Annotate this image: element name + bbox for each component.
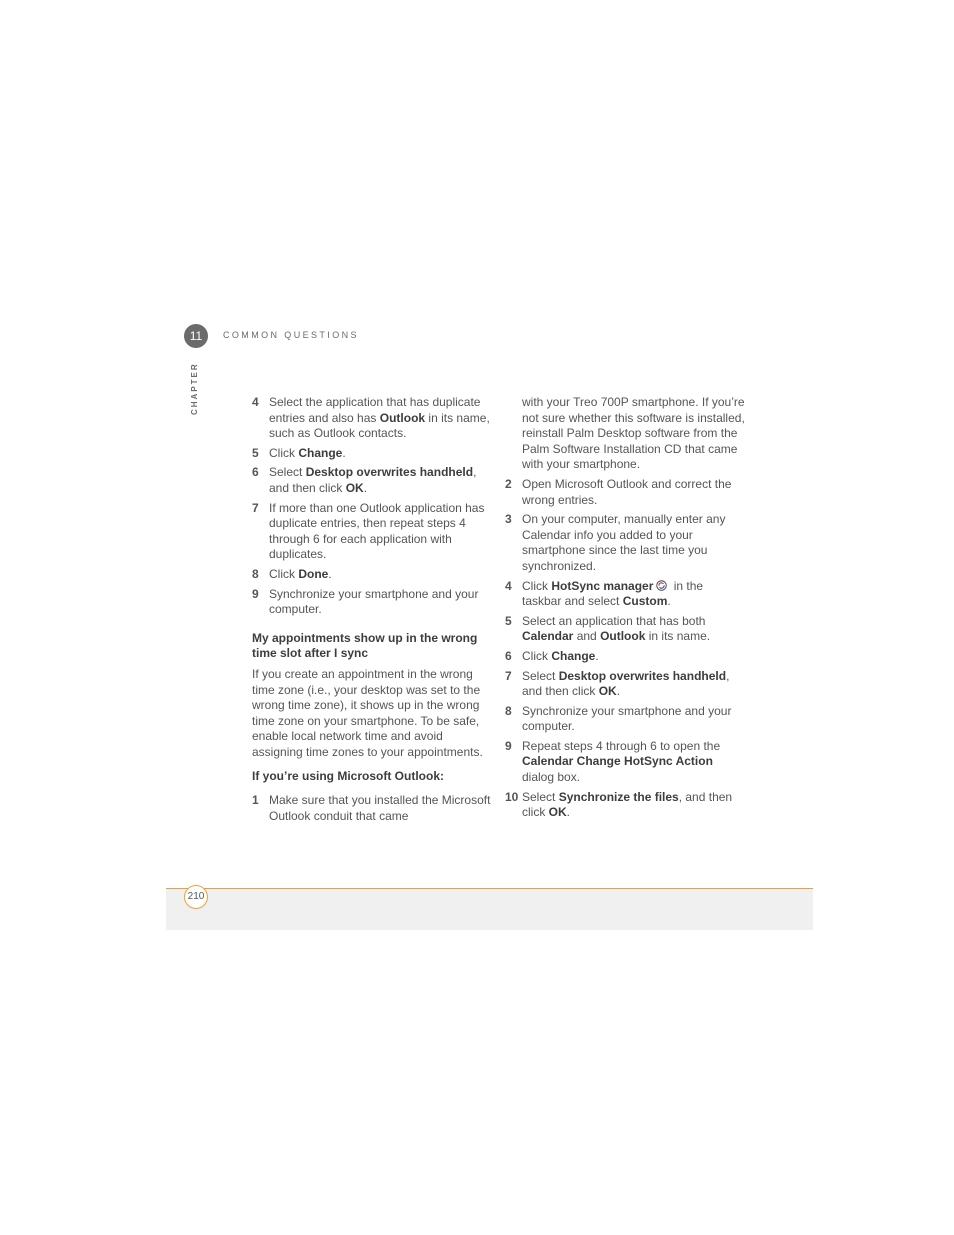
- step-text: [269, 446, 492, 462]
- step-text-part: in its name, such as Outlook contacts.: [269, 410, 490, 441]
- step-text: [269, 587, 492, 618]
- step-text: [269, 501, 492, 563]
- step-number: 5: [505, 613, 512, 628]
- step-text-part: Select an application that has both: [522, 613, 706, 628]
- step-text-part: .: [616, 684, 621, 699]
- step-text: [522, 649, 745, 665]
- step-text: [522, 512, 745, 574]
- list-item: [252, 465, 492, 496]
- step-text-part: Click: [269, 566, 299, 581]
- step-number: 4: [252, 395, 259, 409]
- list-item: [505, 614, 745, 645]
- step-number: 9: [252, 586, 259, 601]
- step-text-part: Open Microsoft Outlook and correct the wrong entries.: [522, 476, 732, 507]
- footer-band: [166, 888, 813, 930]
- step-text-part: On your computer, manually enter any Calendar info you added to your smartphone since the last time you synchronized.: [522, 512, 726, 573]
- step-text: [522, 790, 745, 821]
- step-number: 1: [252, 793, 259, 808]
- steps-list: [252, 395, 492, 618]
- list-item: [252, 793, 492, 824]
- step-number: 5: [252, 445, 259, 460]
- step-text-part: .: [566, 805, 571, 820]
- step-number: 3: [505, 512, 512, 527]
- step-text-part: .: [667, 594, 671, 609]
- step-text-part: Repeat steps 4 through 6 to open the: [522, 738, 721, 753]
- ui-term: OK: [598, 684, 617, 699]
- step-text-part: in its name.: [645, 629, 711, 644]
- list-item: [505, 669, 745, 700]
- step-text-part: , and then click: [522, 789, 733, 820]
- ui-term: Change: [298, 445, 343, 460]
- chapter-number-badge: 11: [184, 324, 208, 348]
- section-paragraph: If you create an appointment in the wrong time zone (i.e., your desktop was set to the wrong time zone), it shows up in the wrong time zone on your smartphone. To be safe, enable local network time and avoid assigning time zones to your appointments.: [252, 666, 483, 759]
- ui-term: Synchronize the files: [558, 789, 679, 804]
- step-text: [522, 739, 745, 786]
- step-number: 2: [505, 476, 512, 491]
- step-text-part: , and then click: [522, 668, 730, 699]
- left-column: [252, 395, 492, 828]
- step-text-part: dialog box.: [522, 770, 581, 785]
- page-number: 210: [184, 885, 208, 909]
- ui-term: Custom: [622, 594, 668, 609]
- list-item: [252, 567, 492, 583]
- ui-term: Change: [551, 648, 596, 663]
- list-item: [252, 587, 492, 618]
- section-heading: My appointments show up in the wrong time slot after I sync: [252, 630, 478, 661]
- step-text: [522, 614, 745, 645]
- step-text: [522, 477, 745, 508]
- step-text-part: Select: [522, 668, 559, 683]
- step-text: [522, 669, 745, 700]
- step-text-part: and: [573, 629, 601, 644]
- list-item: [505, 739, 745, 786]
- step-text-part: Select: [522, 789, 559, 804]
- step-number: 4: [505, 578, 512, 593]
- step-text-part: Synchronize your smartphone and your computer.: [269, 586, 479, 617]
- list-item: [505, 790, 745, 821]
- hotsync-icon: [656, 580, 667, 591]
- step-continuation: with your Treo 700P smartphone. If you’re not sure whether this software is installed, reinstall Palm Desktop software from the Palm Software Installation CD that came with your smartphone.: [522, 395, 745, 472]
- step-text-part: in the taskbar and select: [522, 578, 704, 609]
- step-text: [522, 704, 745, 735]
- step-text-part: Synchronize your smartphone and your computer.: [522, 703, 732, 734]
- ui-term: Done: [298, 566, 329, 581]
- step-text-part: Click: [522, 578, 552, 593]
- list-item: [252, 446, 492, 462]
- step-text-part: Select: [269, 465, 306, 480]
- step-text: [269, 567, 492, 583]
- step-text-part: .: [328, 566, 332, 581]
- step-number: 8: [505, 703, 512, 718]
- step-text: [522, 579, 745, 610]
- ui-term: OK: [345, 480, 364, 495]
- step-number: 7: [252, 500, 259, 515]
- running-head: COMMON QUESTIONS: [223, 330, 359, 340]
- right-column: [505, 395, 745, 825]
- chapter-vertical-label: CHAPTER: [190, 362, 199, 415]
- list-item: [505, 579, 745, 610]
- step-number: 8: [252, 566, 259, 581]
- list-item: [252, 395, 492, 442]
- list-item: [252, 501, 492, 563]
- step-text: Make sure that you installed the Microsoft Outlook conduit that came: [269, 793, 491, 823]
- steps-list: [505, 477, 745, 821]
- step-text: [269, 465, 492, 496]
- subheading: If you’re using Microsoft Outlook:: [252, 769, 444, 784]
- step-text-part: If more than one Outlook application has duplicate entries, then repeat steps 4 through 6 for each application with duplicates.: [269, 500, 485, 562]
- step-text-part: .: [363, 480, 368, 495]
- ui-term: Desktop overwrites handheld: [305, 465, 474, 480]
- ui-term: OK: [548, 805, 567, 820]
- step-text-part: .: [342, 445, 346, 460]
- list-item: [505, 649, 745, 665]
- step-text-part: .: [595, 648, 599, 663]
- step-number: 6: [505, 648, 512, 663]
- ui-term: Outlook: [600, 629, 646, 644]
- step-number: 9: [505, 738, 512, 753]
- step-text-part: Click: [269, 445, 299, 460]
- ui-term: HotSync manager: [551, 578, 654, 593]
- list-item: [505, 512, 745, 574]
- ui-term: Calendar Change HotSync Action: [522, 754, 713, 769]
- list-item: [505, 477, 745, 508]
- step-number: 7: [505, 668, 512, 683]
- ui-term: Calendar: [522, 629, 574, 644]
- ui-term: Desktop overwrites handheld: [558, 668, 727, 683]
- step-text-part: Select the application that has duplicate entries and also has: [269, 395, 481, 425]
- step-text: [269, 395, 492, 442]
- step-text-part: Click: [522, 648, 552, 663]
- ui-term: Outlook: [379, 410, 426, 425]
- step-text-part: , and then click: [269, 465, 477, 495]
- step-number: 6: [252, 465, 259, 480]
- step-number: 10: [505, 789, 519, 804]
- list-item: [505, 704, 745, 735]
